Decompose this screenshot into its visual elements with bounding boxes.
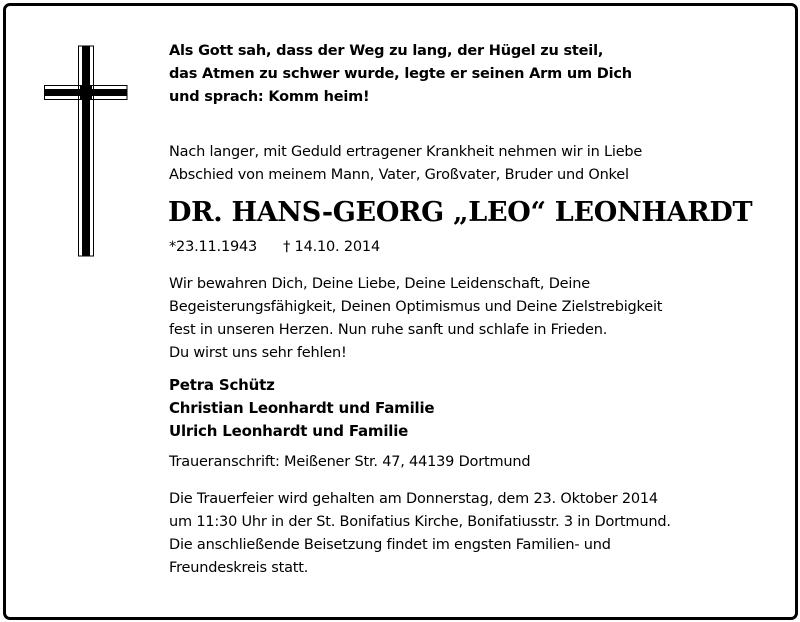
deceased-name: DR. HANS-GEORG „LEO“ LEONHARDT (168, 197, 753, 228)
mourner: Christian Leonhardt und Familie (169, 399, 435, 417)
ceremony-info (169, 488, 671, 580)
poem-line: das Atmen zu schwer wurde, legte er seinen Arm um Dich (169, 66, 632, 82)
message (169, 273, 662, 365)
birth-date: *23.11.1943 (169, 239, 258, 255)
intro-line: Nach langer, mit Geduld ertragener Krankheit nehmen wir in Liebe (169, 144, 643, 160)
message-line: Wir bewahren Dich, Deine Liebe, Deine Leidenschaft, Deine (169, 276, 590, 292)
poem-line: und sprach: Komm heim! (169, 89, 370, 105)
intro (169, 141, 642, 187)
mourners (169, 374, 434, 443)
intro-line: Abschied von meinem Mann, Vater, Großvater, Bruder und Onkel (169, 167, 629, 183)
message-line: Du wirst uns sehr fehlen! (169, 345, 347, 361)
mourner: Petra Schütz (169, 376, 275, 394)
life-dates (169, 236, 406, 259)
poem (169, 40, 632, 109)
death-date: † 14.10. 2014 (283, 239, 380, 255)
poem-line: Als Gott sah, dass der Weg zu lang, der Hügel zu steil, (169, 43, 604, 59)
ceremony-line: Die Trauerfeier wird gehalten am Donnerstag, dem 23. Oktober 2014 (169, 491, 658, 507)
cross-icon (0, 0, 170, 300)
ceremony-line: Die anschließende Beisetzung findet im engsten Familien- und (169, 537, 611, 553)
mourner: Ulrich Leonhardt und Familie (169, 422, 409, 440)
message-line: fest in unseren Herzen. Nun ruhe sanft und schlafe in Frieden. (169, 322, 608, 338)
ceremony-line: um 11:30 Uhr in der St. Bonifatius Kirche, Bonifatiusstr. 3 in Dortmund. (169, 514, 671, 530)
mourning-address: Traueranschrift: Meißener Str. 47, 44139 Dortmund (169, 454, 531, 470)
message-line: Begeisterungsfähigkeit, Deinen Optimismus und Deine Zielstrebigkeit (169, 299, 663, 315)
ceremony-line: Freundeskreis statt. (169, 560, 309, 576)
